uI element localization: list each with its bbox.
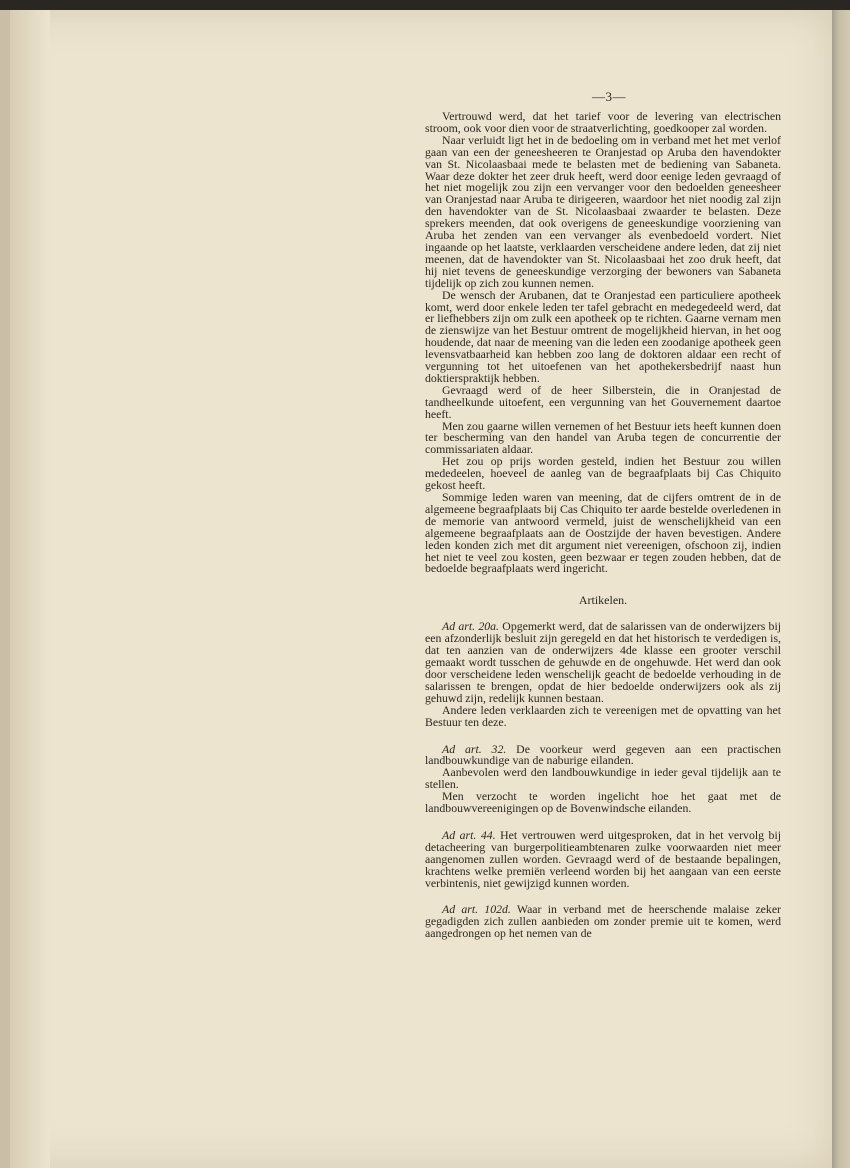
paragraph: Andere leden verklaarden zich te vereenigen met de opvatting van het Bestuur ten deze.	[425, 702, 781, 729]
paragraph: Sommige leden waren van meening, dat de cijfers omtrent de in de algemeene begraafplaats bij Cas Chiquito ter aarde bestelde overledenen in de memorie van antwoord vermeld, juist de wenschelijkheid van een algemeene begraafplaats aan de Oostzijde der haven bevestigen. Andere leden konden zich met dit argument niet vereenigen, ofschoon zij, indien het niet te veel zou kosten, geen bezwaar er tegen zouden hebben, dat de bedoelde begraafplaats werd ingericht.	[425, 490, 781, 576]
article-102d	[425, 904, 781, 940]
article-label: Ad art. 20a.	[442, 619, 500, 634]
paragraph: Men verzocht te worden ingelicht hoe het gaat met de landbouwvereenigingen op de Bovenwindsche eilanden.	[425, 789, 781, 816]
paragraph: Naar verluidt ligt het in de bedoeling om in verband met het met verlof gaan van een der geneesheeren te Oranjestad op Aruba den havendokter van St. Nicolaasbaai mede te belasten met de bediening van Sabaneta. Waar deze dokter het zeer druk heeft, werd door eenige leden gevraagd of het niet mogelijk zou zijn een vervanger voor den bedoelden geneesheer van Oranjestad naar Aruba te dirigeeren, waardoor het niet noodig zal zijn den havendokter van de St. Nicolaasbaai zwaarder te belasten. Deze sprekers meenden, dat ook overigens de geneeskundige voorziening van Aruba het zenden van een vervanger als evenbedoeld vordert. Niet ingaande op het laatste, verklaarden verscheidene andere leden, dat zij niet meenen, dat de havendokter van St. Nicolaasbaai het zoo druk heeft, dat hij niet tevens de geneeskundige verzorging der bewoners van Sabaneta tijdelijk op zich zou kunnen nemen.	[425, 132, 781, 290]
article-label: Ad art. 32.	[442, 741, 507, 756]
page-edge-shadow	[832, 10, 850, 1168]
paragraph: Aanbevolen werd den landbouwkundige in ieder geval tijdelijk aan te stellen.	[425, 765, 781, 792]
article-text: Het vertrouwen werd uitgesproken, dat in het vervolg bij detacheering van burgerpolitieambtenaren zulke voorwaarden niet meer aangenomen zullen worden. Gevraagd werd of de bestaande bepalingen, krachtens welke premiën verleend worden bij het aangaan van een eerste verbintenis, niet gewijzigd kunnen worden.	[425, 827, 782, 890]
article-text: Opgemerkt werd, dat de salarissen van de onderwijzers bij een afzonderlijk besluit zijn geregeld en dat het historisch te verdedigen is, dat ten aanzien van de onderwijzers 4de klasse een grooter verschil gemaakt wordt tusschen de gehuwde en de ongehuwde. Het werd dan ook door verscheidene leden wenschelijk geacht de bedoelde verhouding in de salarissen te brengen, opdat de hier bedoelde onderwijzers ook als zij gehuwd zijn, redelijk kunnen bestaan.	[425, 619, 782, 705]
scan-top-border	[0, 0, 850, 10]
article-paragraph	[425, 904, 781, 940]
paragraph: Gevraagd werd of de heer Silberstein, die in Oranjestad de tandheelkunde uitoefent, een vergunning van het Gouvernement daartoe heeft.	[425, 382, 781, 421]
article-20a	[425, 621, 781, 728]
article-label: Ad art. 44.	[442, 827, 496, 842]
page-number: —3—	[592, 89, 626, 104]
paragraph: Het zou op prijs worden gesteld, indien het Bestuur zou willen mededeelen, hoeveel de aanleg van de begraafplaats bij Cas Chiquito gekost heeft.	[425, 454, 781, 493]
article-label: Ad art. 102d.	[442, 902, 511, 917]
article-paragraph	[425, 741, 782, 768]
section-heading: Artikelen.	[578, 593, 628, 608]
text-column	[425, 111, 781, 940]
paragraph: Men zou gaarne willen vernemen of het Bestuur iets heeft kunnen doen ter bescherming van den handel van Aruba tegen de concurrentie der commissariaten aldaar.	[425, 418, 781, 457]
article-44	[425, 827, 782, 890]
article-paragraph	[425, 827, 782, 890]
paragraph: Vertrouwd werd, dat het tarief voor de levering van electrischen stroom, ook voor dien voor de straatverlichting, goedkooper zal worden.	[425, 109, 781, 135]
article-text: Waar in verband met de heerschende malaise zeker gegadigden zich zullen aanbieden om zonder premie uit te komen, werd aangedrongen op het nemen van de	[425, 902, 781, 941]
article-32	[425, 741, 782, 816]
page-fold-shading	[10, 10, 50, 1168]
article-text: De voorkeur werd gegeven aan een practischen landbouwkundige van de naburige eilanden.	[425, 741, 782, 768]
paragraph: De wensch der Arubanen, dat te Oranjestad een particuliere apotheek komt, werd door enkele leden ter tafel gebracht en medegedeeld werd, dat er liefhebbers zijn om zulk een apotheek op te richten. Gaarne vernam men de zienswijze van het Bestuur omtrent de mogelijkheid hiervan, in het oog houdende, dat naar de meening van die leden een zoodanige apotheek geen levensvatbaarheid kan hebben zoo lang de doktoren aldaar een recht of vergunning tot het uitoefenen van het apothekersbedrijf naast hun doktierspraktijk hebben.	[425, 287, 781, 385]
intro-section	[425, 111, 781, 575]
article-paragraph	[425, 621, 781, 704]
